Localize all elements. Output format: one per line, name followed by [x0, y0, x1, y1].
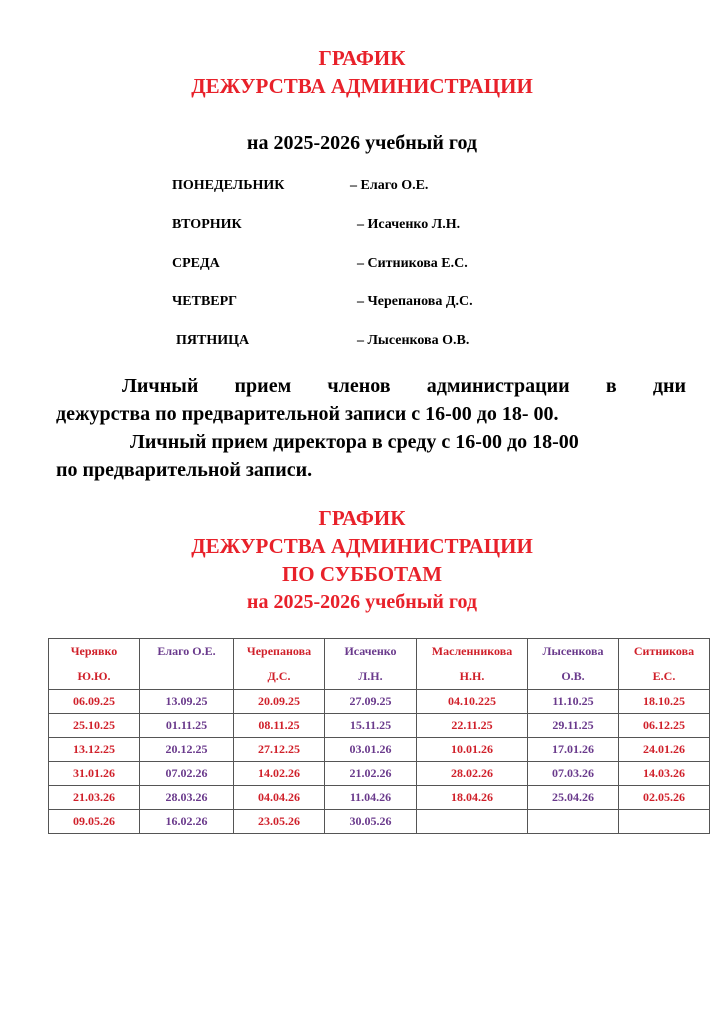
column-header: Исаченко Л.Н. [325, 639, 417, 690]
table-cell: 18.10.25 [619, 690, 710, 714]
table-cell: 07.03.26 [528, 762, 619, 786]
table-cell [417, 810, 528, 834]
table-cell: 29.11.25 [528, 714, 619, 738]
note-line: Личный прием директора в среду с 16-00 до 18-00 [130, 431, 579, 453]
table-cell: 03.01.26 [325, 738, 417, 762]
table-row [49, 714, 710, 738]
table-cell: 14.03.26 [619, 762, 710, 786]
saturday-title-line1: ГРАФИК [318, 506, 406, 530]
table-cell: 10.01.26 [417, 738, 528, 762]
table-cell: 14.02.26 [234, 762, 325, 786]
table-cell: 30.05.26 [325, 810, 417, 834]
saturday-schedule-table [48, 638, 710, 834]
duty-day: ПОНЕДЕЛЬНИК [172, 178, 285, 193]
table-cell: 02.05.26 [619, 786, 710, 810]
column-header: Черепанова Д.С. [234, 639, 325, 690]
table-cell: 01.11.25 [140, 714, 234, 738]
table-row [49, 786, 710, 810]
duty-row-wednesday [0, 256, 724, 276]
table-cell [528, 810, 619, 834]
table-cell: 20.09.25 [234, 690, 325, 714]
table-cell: 16.02.26 [140, 810, 234, 834]
table-header-row [49, 639, 710, 690]
notes-paragraph [56, 372, 686, 484]
page-title-line1: ГРАФИК [318, 46, 406, 70]
duty-day: ЧЕТВЕРГ [172, 294, 238, 309]
table-row [49, 690, 710, 714]
duty-row-tuesday [0, 217, 724, 237]
table-cell: 15.11.25 [325, 714, 417, 738]
table-cell: 31.01.26 [49, 762, 140, 786]
duty-row-monday [0, 178, 724, 198]
table-cell: 13.12.25 [49, 738, 140, 762]
table-cell: 18.04.26 [417, 786, 528, 810]
table-cell: 04.10.225 [417, 690, 528, 714]
table-cell: 28.02.26 [417, 762, 528, 786]
table-cell: 07.02.26 [140, 762, 234, 786]
table-cell: 09.05.26 [49, 810, 140, 834]
page-title-line2: ДЕЖУРСТВА АДМИНИСТРАЦИИ [191, 74, 533, 98]
table-cell: 04.04.26 [234, 786, 325, 810]
table-cell: 27.12.25 [234, 738, 325, 762]
note-line: Личный прием членов администрации в дни [122, 375, 686, 397]
table-cell: 17.01.26 [528, 738, 619, 762]
table-cell: 13.09.25 [140, 690, 234, 714]
table-cell: 21.02.26 [325, 762, 417, 786]
table-cell: 23.05.26 [234, 810, 325, 834]
table-cell: 25.10.25 [49, 714, 140, 738]
table-cell: 08.11.25 [234, 714, 325, 738]
academic-year: на 2025-2026 учебный год [246, 132, 478, 154]
saturday-title-line3: ПО СУББОТАМ [281, 562, 443, 586]
table-row [49, 762, 710, 786]
duty-row-thursday [0, 294, 724, 314]
table-cell: 11.04.26 [325, 786, 417, 810]
saturday-title-line2: ДЕЖУРСТВА АДМИНИСТРАЦИИ [191, 534, 533, 558]
duty-day: ВТОРНИК [172, 217, 242, 232]
column-header: Черявко Ю.Ю. [49, 639, 140, 690]
duty-person: – Исаченко Л.Н. [357, 217, 461, 232]
table-cell: 06.09.25 [49, 690, 140, 714]
table-cell: 24.01.26 [619, 738, 710, 762]
table-row [49, 738, 710, 762]
duty-person: – Ситникова Е.С. [357, 256, 468, 271]
column-header: Елаго О.Е. [140, 639, 234, 690]
note-line: дежурства по предварительной записи с 16-00 до 18- 00. [56, 403, 559, 425]
table-cell: 27.09.25 [325, 690, 417, 714]
duty-day: СРЕДА [172, 256, 220, 271]
column-header: Ситникова Е.С. [619, 639, 710, 690]
table-cell: 06.12.25 [619, 714, 710, 738]
table-cell: 25.04.26 [528, 786, 619, 810]
table-cell: 11.10.25 [528, 690, 619, 714]
table-row [49, 810, 710, 834]
note-line: по предварительной записи. [56, 459, 313, 481]
table-cell [619, 810, 710, 834]
table-cell: 22.11.25 [417, 714, 528, 738]
saturday-academic-year: на 2025-2026 учебный год [246, 591, 478, 613]
duty-person: – Лысенкова О.В. [357, 333, 470, 348]
duty-person: – Елаго О.Е. [350, 178, 429, 193]
duty-day: ПЯТНИЦА [176, 333, 250, 348]
duty-person: – Черепанова Д.С. [357, 294, 473, 309]
column-header: Лысенкова О.В. [528, 639, 619, 690]
table-cell: 21.03.26 [49, 786, 140, 810]
duty-row-friday [0, 333, 724, 353]
table-cell: 28.03.26 [140, 786, 234, 810]
table-cell: 20.12.25 [140, 738, 234, 762]
column-header: Масленникова Н.Н. [417, 639, 528, 690]
